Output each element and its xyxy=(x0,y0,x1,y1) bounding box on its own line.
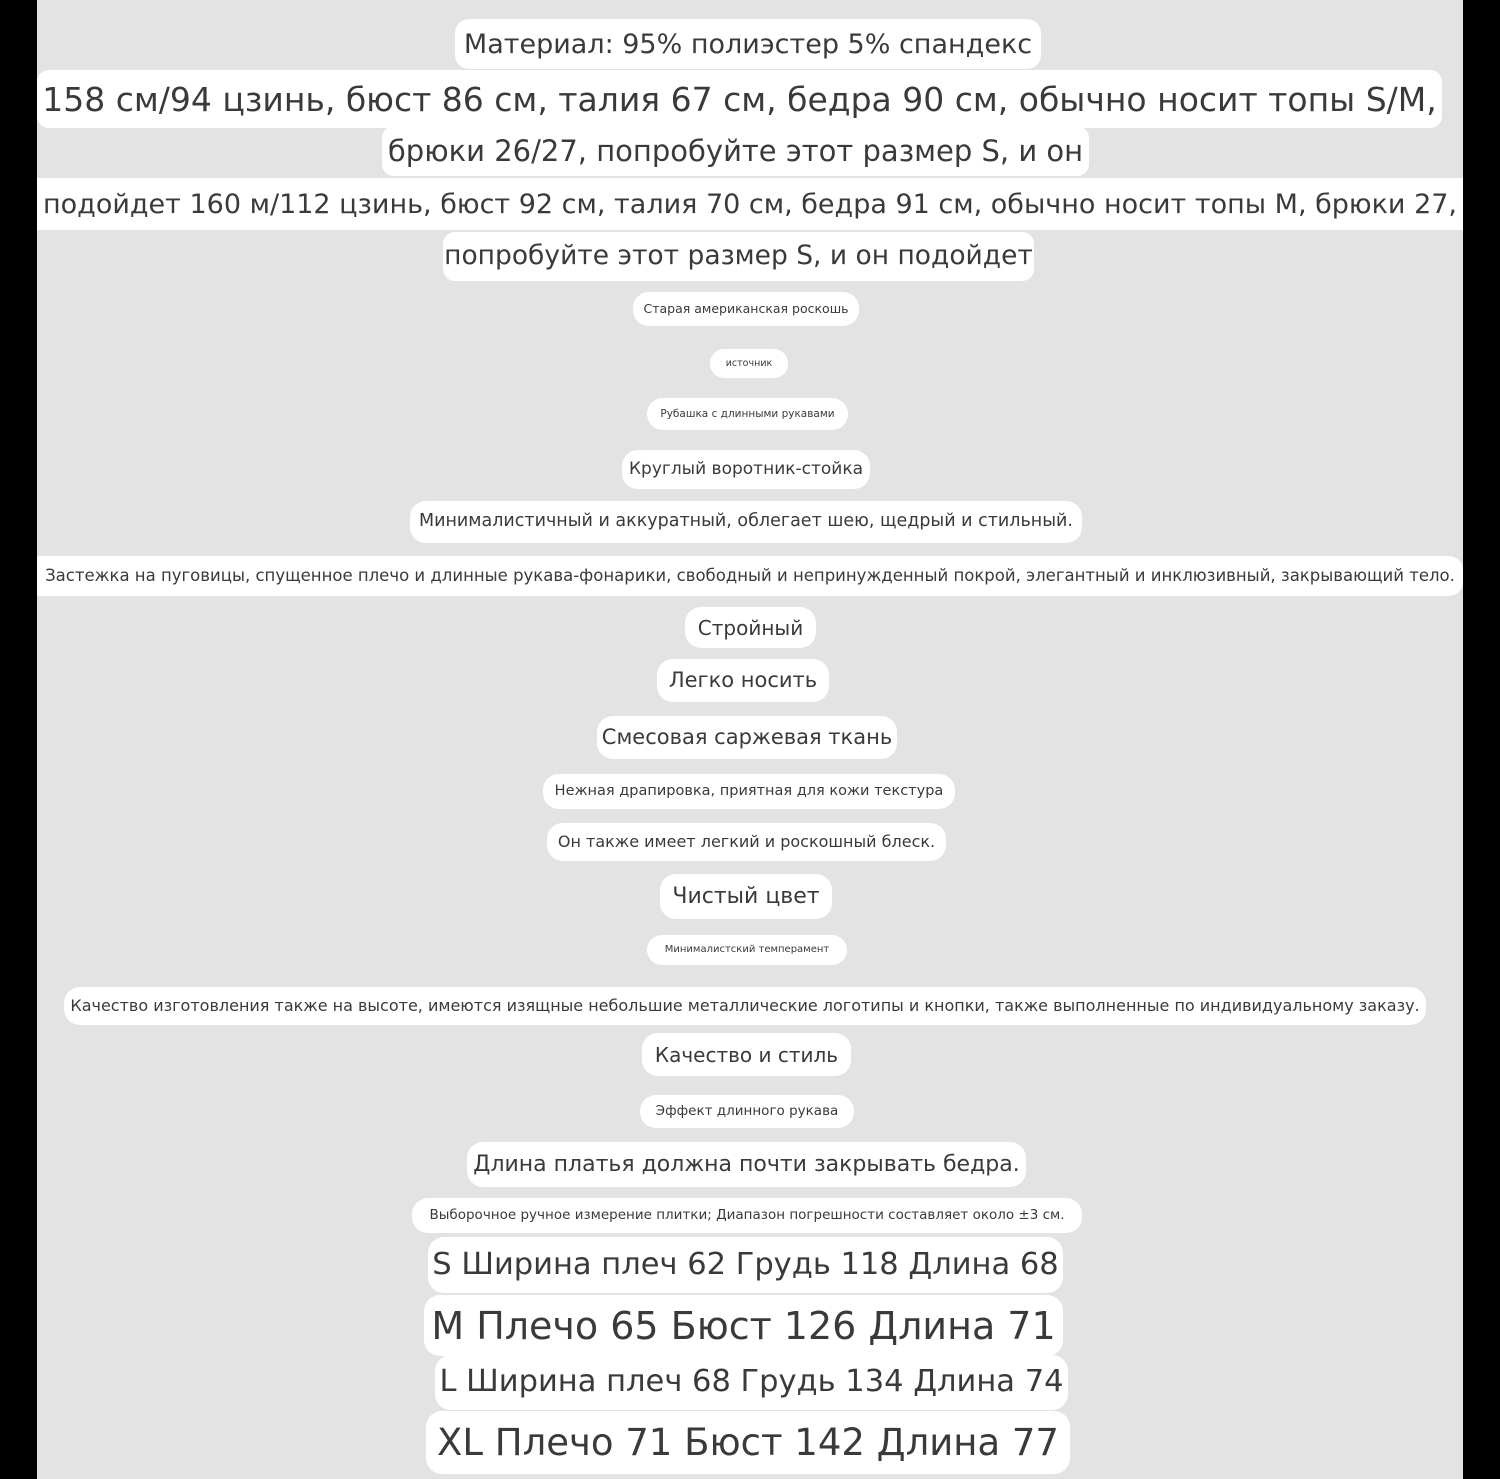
temperament-caption: Минималистский темперамент xyxy=(647,935,847,965)
easy-wear-caption: Легко носить xyxy=(657,659,829,702)
size-row-m: M Плечо 65 Бюст 126 Длина 71 xyxy=(424,1295,1063,1356)
fit-model-line-2: брюки 26/27, попробуйте этот размер S, и он xyxy=(382,126,1089,176)
size-row-l: L Ширина плеч 68 Грудь 134 Длина 74 xyxy=(435,1355,1068,1410)
quality-style-caption: Качество и стиль xyxy=(642,1033,851,1076)
shine-caption: Он также имеет легкий и роскошный блеск. xyxy=(547,823,946,861)
slim-caption: Стройный xyxy=(685,607,816,648)
fabric-caption: Смесовая саржевая ткань xyxy=(597,716,897,759)
length-note: Длина платья должна почти закрывать бедра. xyxy=(467,1142,1026,1187)
shirt-type-caption: Рубашка с длинными рукавами xyxy=(647,398,848,430)
collar-description: Минималистичный и аккуратный, облегает шею, щедрый и стильный. xyxy=(410,501,1082,543)
fit-model-line-3: подойдет 160 м/112 цзинь, бюст 92 см, талия 70 см, бедра 91 см, обычно носит топы M, брюки 27, xyxy=(37,178,1463,230)
drape-caption: Нежная драпировка, приятная для кожи текстура xyxy=(543,774,955,809)
size-row-s: S Ширина плеч 62 Грудь 118 Длина 68 xyxy=(428,1237,1063,1293)
fit-model-line-4: попробуйте этот размер S, и он подойдет xyxy=(443,232,1034,281)
fit-model-line-1: 158 см/94 цзинь, бюст 86 см, талия 67 см, бедра 90 см, обычно носит топы S/M, xyxy=(37,70,1442,128)
pure-color-caption: Чистый цвет xyxy=(660,874,832,919)
measurement-note: Выборочное ручное измерение плитки; Диапазон погрешности составляет около ±3 см. xyxy=(412,1198,1082,1233)
style-caption: Старая американская роскошь xyxy=(633,292,859,326)
size-row-xl: XL Плечо 71 Бюст 142 Длина 77 xyxy=(426,1411,1070,1474)
fastening-description: Застежка на пуговицы, спущенное плечо и длинные рукава-фонарики, свободный и непринужденный покрой, элегантный и инклюзивный, закрывающий тело. xyxy=(37,556,1463,596)
source-caption: источник xyxy=(710,349,788,378)
content-area xyxy=(37,0,1463,1479)
collar-caption: Круглый воротник-стойка xyxy=(622,450,870,489)
sleeve-effect-caption: Эффект длинного рукава xyxy=(640,1095,854,1128)
quality-description: Качество изготовления также на высоте, имеются изящные небольшие металлические логотипы и кнопки, также выполненные по индивидуальному заказу. xyxy=(64,987,1426,1025)
material-caption: Материал: 95% полиэстер 5% спандекс xyxy=(455,19,1041,69)
